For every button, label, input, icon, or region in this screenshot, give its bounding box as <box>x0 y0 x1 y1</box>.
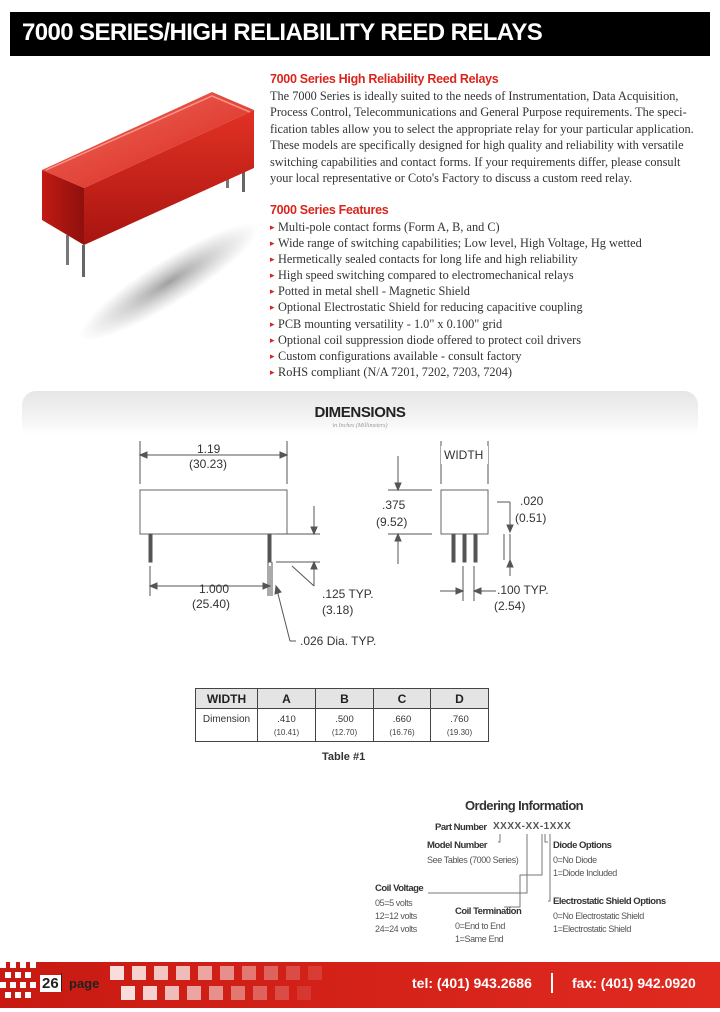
telephone: tel: (401) 943.2686 <box>412 975 532 991</box>
end-view-pin <box>474 534 477 562</box>
table-header-cell: C <box>374 689 431 709</box>
part-number-code: XXXX-XX-1XXX <box>493 821 572 832</box>
coil-termination-option: 1=Same End <box>455 934 504 944</box>
dim-pin-thk-mm: (0.51) <box>515 511 547 525</box>
list-item: ▸ Optional Electrostatic Shield for reducing capacitive coupling <box>270 300 583 315</box>
dimensions-title: DIMENSIONS <box>314 404 406 421</box>
diode-options-label: Diode Options <box>553 840 612 851</box>
dim-pin-spacing-mm: (25.40) <box>192 597 231 611</box>
list-item: ▸ Potted in metal shell - Magnetic Shield <box>270 284 470 299</box>
dim-height-mm: (9.52) <box>376 515 408 529</box>
shield-option: 1=Electrostatic Shield <box>553 924 631 934</box>
dimension-drawing <box>0 436 720 676</box>
relay-pin <box>66 235 69 265</box>
table-caption: Table #1 <box>322 751 366 763</box>
relay-product-image <box>34 70 264 340</box>
table-header-cell: WIDTH <box>196 689 258 709</box>
end-view-body <box>441 490 488 534</box>
table-header-cell: A <box>258 689 316 709</box>
ordering-information <box>0 795 720 955</box>
table-row <box>196 709 489 742</box>
coil-voltage-option: 05=5 volts <box>375 898 413 908</box>
bullet-icon: ▸ <box>270 318 275 329</box>
contact-separator <box>551 973 553 993</box>
dim-pin-spacing-in: 1.000 <box>199 582 230 596</box>
intro-line: fication tables allow you to select the appropriate relay for your particular application. <box>270 121 694 136</box>
features-list <box>270 219 710 380</box>
end-view-pin <box>463 534 466 562</box>
table-row-label: Dimension <box>196 709 258 742</box>
dim-length-mm: (30.23) <box>189 457 228 471</box>
header-banner <box>10 12 710 56</box>
table-header-cell: B <box>316 689 374 709</box>
features-section <box>270 203 710 380</box>
table-header-row <box>196 689 489 709</box>
bullet-icon: ▸ <box>270 366 275 377</box>
coil-termination-option: 0=End to End <box>455 921 505 931</box>
table-header-cell: D <box>431 689 489 709</box>
list-item: ▸ Hermetically sealed contacts for long life and high reliability <box>270 252 578 267</box>
page-separator <box>61 973 62 991</box>
dim-pitch-mm: (2.54) <box>494 599 526 613</box>
page-number: 26 <box>42 975 59 992</box>
end-view-pin <box>452 534 455 562</box>
width-table <box>195 688 489 742</box>
shield-options-label: Electrostatic Shield Options <box>553 896 666 907</box>
coil-voltage-option: 24=24 volts <box>375 924 417 934</box>
list-item: ▸ Wide range of switching capabilities; Low level, High Voltage, Hg wetted <box>270 236 642 251</box>
bullet-icon: ▸ <box>270 254 275 265</box>
diode-option: 1=Diode Included <box>553 868 617 878</box>
bullet-icon: ▸ <box>270 238 275 249</box>
table-cell: .760 (19.30) <box>431 709 489 742</box>
footer <box>0 962 720 1012</box>
ordering-title: Ordering Information <box>465 798 584 813</box>
side-view-pin <box>149 534 152 562</box>
bullet-icon: ▸ <box>270 286 275 297</box>
dim-pitch-in: .100 TYP. <box>497 583 549 597</box>
dim-pin-length-mm: (3.18) <box>322 603 354 617</box>
list-item: ▸ Multi-pole contact forms (Form A, B, and C) <box>270 220 500 234</box>
bullet-icon: ▸ <box>270 334 275 345</box>
dim-length-in: 1.19 <box>197 442 221 456</box>
dimensions-subtitle: in Inches (Millimeters) <box>332 423 388 429</box>
list-item: ▸ High speed switching compared to electromechanical relays <box>270 268 574 283</box>
list-item: ▸ RoHS compliant (N/A 7201, 7202, 7203, 7204) <box>270 364 512 379</box>
list-item: ▸ PCB mounting versatility - 1.0" x 0.100" grid <box>270 316 503 331</box>
coil-voltage-option: 12=12 volts <box>375 911 417 921</box>
intro-line: Process Control, Telecommunications and General Purpose requirements. The speci- <box>270 105 687 120</box>
diode-option: 0=No Diode <box>553 855 597 865</box>
shield-option: 0=No Electrostatic Shield <box>553 911 644 921</box>
list-item: ▸ Custom configurations available - consult factory <box>270 348 522 363</box>
bullet-icon: ▸ <box>270 350 275 361</box>
table-cell: .660 (16.76) <box>374 709 431 742</box>
part-number-label: Part Number <box>435 822 487 833</box>
intro-line: switching capabilities and contact forms. If your requirements differ, please consult <box>270 154 681 169</box>
page-label: page <box>69 976 100 991</box>
dim-pin-length: .125 TYP. <box>322 587 374 601</box>
intro-line: These models are specifically designed for high quality and reliability with versatile <box>270 138 684 153</box>
intro-line: your local representative or Coto's Factory to discuss a custom reed relay. <box>270 171 633 186</box>
bullet-icon: ▸ <box>270 222 275 232</box>
dim-pin-thk-in: .020 <box>520 494 544 508</box>
coil-termination-label: Coil Termination <box>455 906 522 917</box>
side-view-body <box>140 490 287 534</box>
dim-width: WIDTH <box>444 448 484 462</box>
list-item: ▸ Optional coil suppression diode offered to protect coil drivers <box>270 332 582 347</box>
fax-number: fax: (401) 942.0920 <box>572 975 696 991</box>
page-title: 7000 SERIES/HIGH RELIABILITY REED RELAYS <box>22 19 543 46</box>
intro-body <box>270 88 710 186</box>
coil-voltage-label: Coil Voltage <box>375 883 424 894</box>
table-cell: .410 (10.41) <box>258 709 316 742</box>
relay-pin <box>82 245 85 277</box>
bullet-icon: ▸ <box>270 302 275 313</box>
dim-height-in: .375 <box>382 498 406 512</box>
bullet-icon: ▸ <box>270 270 275 281</box>
intro-section <box>270 72 710 186</box>
features-heading: 7000 Series Features <box>270 203 389 217</box>
intro-heading: 7000 Series High Reliability Reed Relays <box>270 72 499 86</box>
model-number-text: See Tables (7000 Series) <box>427 855 519 865</box>
table-cell: .500 (12.70) <box>316 709 374 742</box>
dim-pin-dia: .026 Dia. TYP. <box>300 634 377 648</box>
model-number-label: Model Number <box>427 840 487 851</box>
intro-line: The 7000 Series is ideally suited to the needs of Instrumentation, Data Acquisition, <box>270 89 679 103</box>
side-view-pin <box>268 534 271 562</box>
